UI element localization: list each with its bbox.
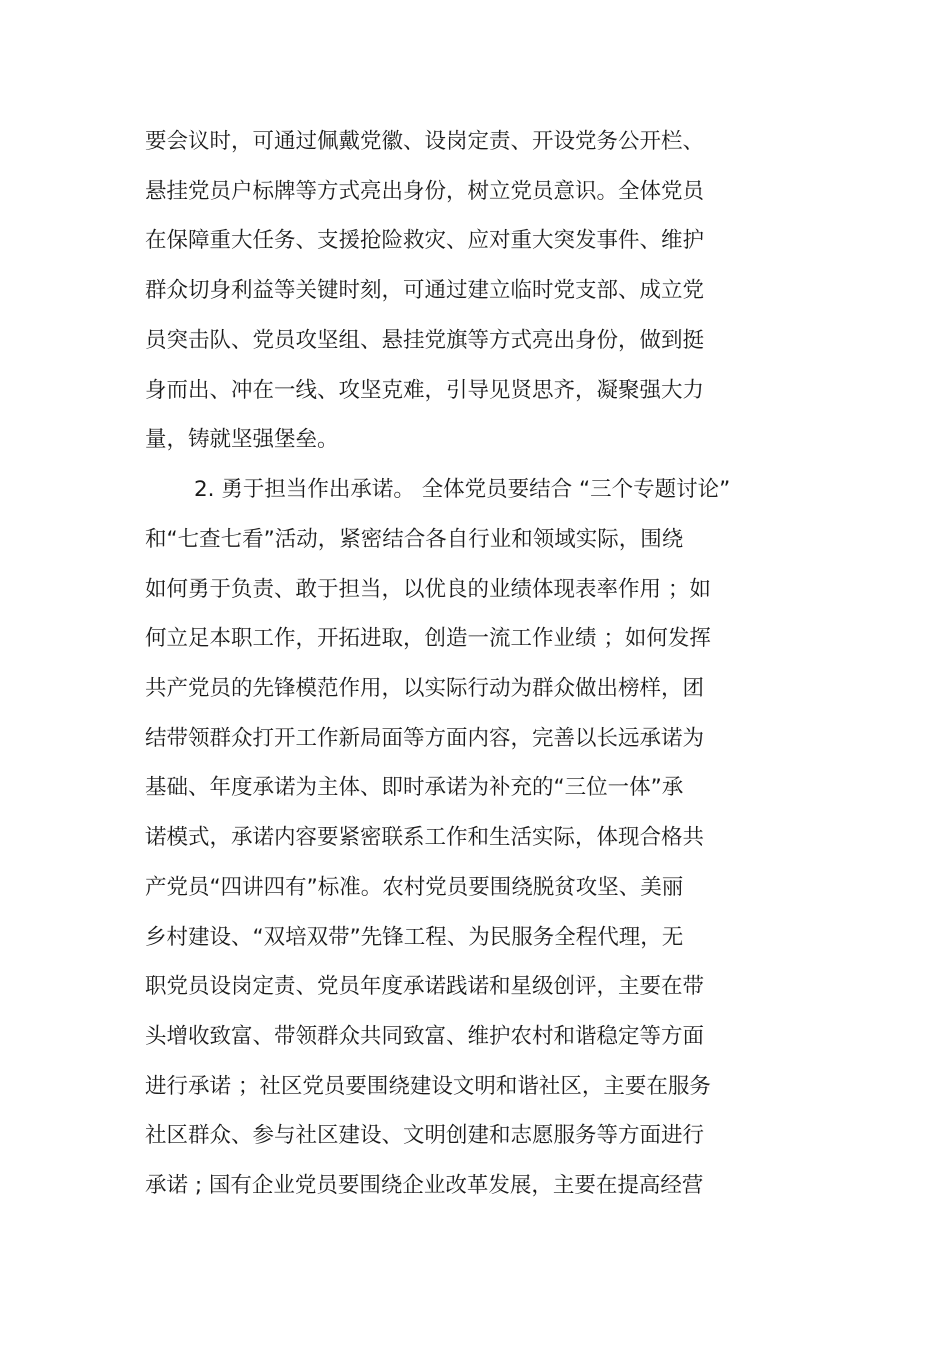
paragraph-line: 社区群众、参与社区建设、文明创建和志愿服务等方面进行: [145, 1123, 705, 1148]
paragraph-line: 员突击队、党员攻坚组、悬挂党旗等方式亮出身份，做到挺: [145, 328, 705, 353]
paragraph-line: 基础、年度承诺为主体、即时承诺为补充的“三位一体”承: [145, 775, 684, 800]
paragraph-line: 何立足本职工作，开拓进取，创造一流工作业绩 ；如何发挥: [145, 626, 711, 651]
paragraph-line: 结带领群众打开工作新局面等方面内容，完善以长远承诺为: [145, 726, 705, 751]
paragraph-line: 身而出、冲在一线、攻坚克难，引导见贤思齐，凝聚强大力: [145, 378, 705, 403]
paragraph-line: 职党员设岗定责、党员年度承诺践诺和星级创评，主要在带: [145, 974, 705, 999]
paragraph-line: 量，铸就坚强堡垒。: [145, 427, 339, 452]
paragraph-line: 乡村建设、“双培双带”先锋工程、为民服务全程代理，无: [145, 925, 684, 950]
paragraph-line: 2. 勇于担当作出承诺。 全体党员要结合 “三个专题讨论”: [194, 477, 731, 502]
paragraph-line: 产党员“四讲四有”标准。农村党员要围绕脱贫攻坚、美丽: [145, 875, 684, 900]
paragraph-line: 群众切身利益等关键时刻，可通过建立临时党支部、成立党: [145, 278, 705, 303]
paragraph-line: 在保障重大任务、支援抢险救灾、应对重大突发事件、维护: [145, 228, 705, 253]
paragraph-line: 共产党员的先锋模范作用，以实际行动为群众做出榜样，团: [145, 676, 705, 701]
paragraph-line: 头增收致富、带领群众共同致富、维护农村和谐稳定等方面: [145, 1024, 705, 1049]
paragraph-line: 承诺 ; 国有企业党员要围绕企业改革发展，主要在提高经营: [145, 1173, 704, 1198]
paragraph-line: 进行承诺 ；社区党员要围绕建设文明和谐社区，主要在服务: [145, 1074, 711, 1099]
paragraph-line: 如何勇于负责、敢于担当，以优良的业绩体现表率作用 ；如: [145, 577, 711, 602]
paragraph-line: 和“七查七看”活动，紧密结合各自行业和领域实际，围绕: [145, 527, 684, 552]
paragraph-line: 要会议时，可通过佩戴党徽、设岗定责、开设党务公开栏、: [145, 129, 705, 154]
paragraph-line: 悬挂党员户标牌等方式亮出身份，树立党员意识。全体党员: [145, 179, 705, 204]
paragraph-line: 诺模式，承诺内容要紧密联系工作和生活实际，体现合格共: [145, 825, 705, 850]
